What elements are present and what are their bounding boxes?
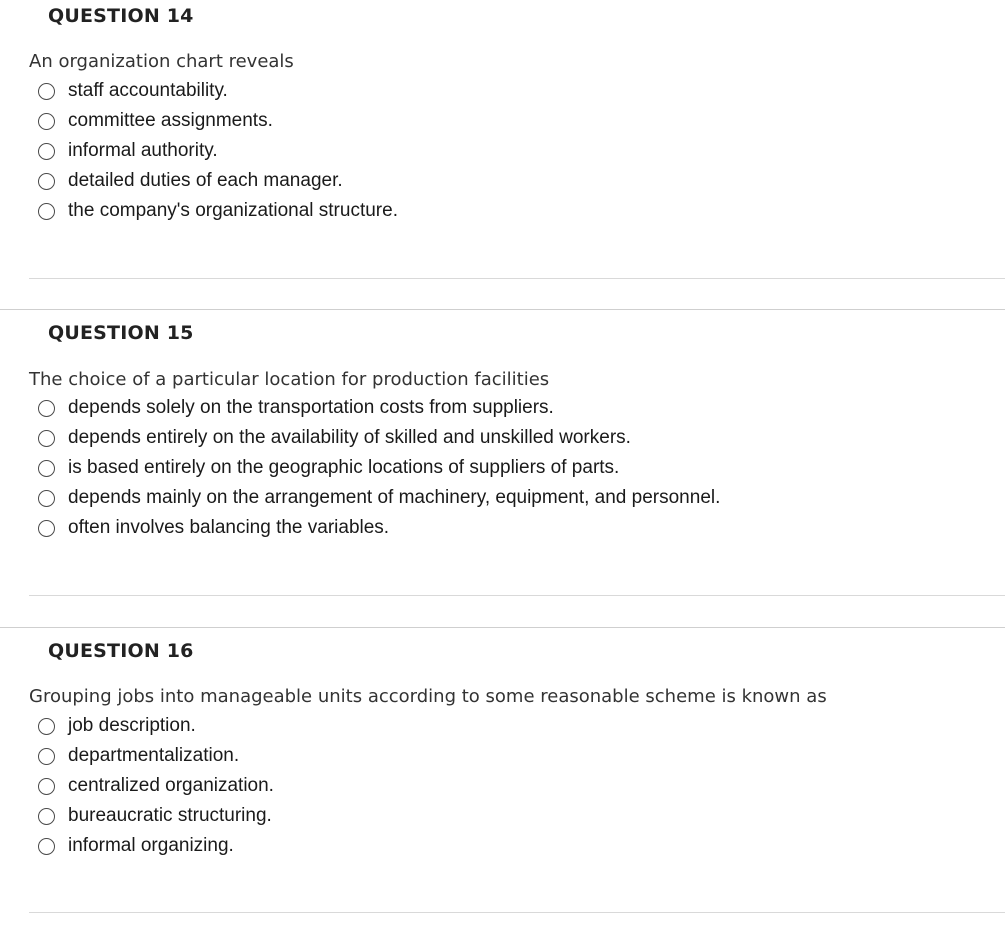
answer-options	[38, 393, 720, 543]
radio-button[interactable]	[38, 203, 55, 220]
radio-button[interactable]	[38, 778, 55, 795]
radio-button[interactable]	[38, 718, 55, 735]
question-title: QUESTION 16	[48, 640, 194, 662]
answer-option[interactable]	[38, 76, 398, 106]
question-prompt: Grouping jobs into manageable units according to some reasonable scheme is known as	[29, 686, 827, 707]
question-prompt: An organization chart reveals	[29, 51, 294, 72]
section-divider	[0, 309, 1005, 310]
answer-options	[38, 76, 398, 226]
answer-option[interactable]	[38, 453, 720, 483]
answer-label[interactable]: depends solely on the transportation costs from suppliers.	[68, 397, 554, 418]
question-title: QUESTION 14	[48, 5, 194, 27]
radio-button[interactable]	[38, 490, 55, 507]
answer-option[interactable]	[38, 483, 720, 513]
answer-option[interactable]	[38, 771, 274, 801]
answer-label[interactable]: staff accountability.	[68, 80, 228, 101]
radio-button[interactable]	[38, 83, 55, 100]
question-divider	[29, 278, 1005, 279]
answer-label[interactable]: is based entirely on the geographic locations of suppliers of parts.	[68, 457, 620, 478]
answer-option[interactable]	[38, 801, 274, 831]
question-divider	[29, 595, 1005, 596]
answer-label[interactable]: depends mainly on the arrangement of machinery, equipment, and personnel.	[68, 487, 721, 508]
answer-label[interactable]: centralized organization.	[68, 775, 274, 796]
radio-button[interactable]	[38, 400, 55, 417]
radio-button[interactable]	[38, 520, 55, 537]
answer-option[interactable]	[38, 196, 398, 226]
answer-label[interactable]: the company's organizational structure.	[68, 200, 398, 221]
answer-label[interactable]: departmentalization.	[68, 745, 240, 766]
answer-options	[38, 711, 274, 861]
question-title: QUESTION 15	[48, 322, 194, 344]
answer-option[interactable]	[38, 513, 720, 543]
radio-button[interactable]	[38, 173, 55, 190]
answer-label[interactable]: committee assignments.	[68, 110, 273, 131]
radio-button[interactable]	[38, 113, 55, 130]
answer-label[interactable]: depends entirely on the availability of skilled and unskilled workers.	[68, 427, 631, 448]
answer-option[interactable]	[38, 741, 274, 771]
answer-option[interactable]	[38, 831, 274, 861]
answer-label[interactable]: informal organizing.	[68, 835, 234, 856]
answer-label[interactable]: detailed duties of each manager.	[68, 170, 343, 191]
answer-label[interactable]: job description.	[68, 715, 196, 736]
radio-button[interactable]	[38, 748, 55, 765]
answer-option[interactable]	[38, 711, 274, 741]
answer-label[interactable]: informal authority.	[68, 140, 218, 161]
radio-button[interactable]	[38, 143, 55, 160]
radio-button[interactable]	[38, 808, 55, 825]
question-divider	[29, 912, 1005, 913]
answer-label[interactable]: bureaucratic structuring.	[68, 805, 272, 826]
section-divider	[0, 627, 1005, 628]
question-prompt: The choice of a particular location for production facilities	[29, 369, 550, 390]
radio-button[interactable]	[38, 460, 55, 477]
answer-option[interactable]	[38, 423, 720, 453]
answer-label[interactable]: often involves balancing the variables.	[68, 517, 390, 538]
radio-button[interactable]	[38, 838, 55, 855]
answer-option[interactable]	[38, 106, 398, 136]
answer-option[interactable]	[38, 166, 398, 196]
answer-option[interactable]	[38, 393, 720, 423]
answer-option[interactable]	[38, 136, 398, 166]
radio-button[interactable]	[38, 430, 55, 447]
